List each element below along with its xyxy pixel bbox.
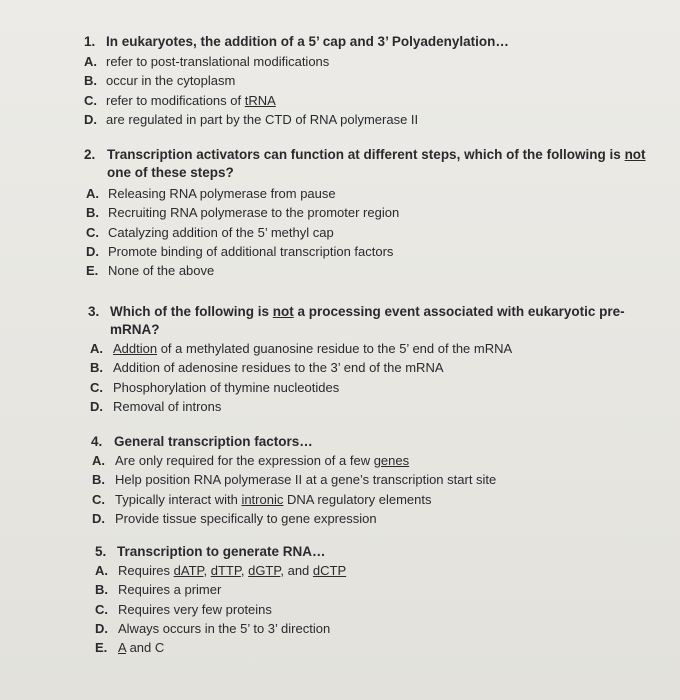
option-text <box>106 91 276 110</box>
option-letter: D. <box>84 111 97 127</box>
option-letter: D. <box>86 243 99 259</box>
option-letter: A. <box>95 563 108 578</box>
question-text-line-2: one of these steps? <box>107 165 234 180</box>
underlined-term: genes <box>373 453 410 468</box>
option-b[interactable] <box>0 71 680 90</box>
option-letter: D. <box>90 398 103 414</box>
option-text: occur in the cytoplasm <box>106 73 236 89</box>
question-5 <box>0 543 680 657</box>
option-a[interactable] <box>0 561 680 580</box>
underlined-term: dGTP <box>248 563 281 578</box>
option-letter: D. <box>95 620 108 636</box>
option-text: Requires a primer <box>118 582 222 598</box>
option-text-part: Requires <box>118 563 174 578</box>
option-text: Always occurs in the 5’ to 3’ direction <box>118 620 331 636</box>
option-c[interactable] <box>0 600 680 619</box>
options-list <box>0 561 680 657</box>
option-c[interactable] <box>0 378 680 397</box>
option-b[interactable] <box>0 470 680 489</box>
question-4 <box>0 433 680 528</box>
question-text-line-1 <box>107 146 646 163</box>
emphasis-not: not <box>272 304 294 319</box>
question-text-line-1 <box>110 303 625 320</box>
option-text: refer to post-translational modifications <box>106 54 330 69</box>
question-2 <box>0 146 680 280</box>
option-b[interactable] <box>0 203 680 222</box>
option-text: Removal of introns <box>113 398 222 414</box>
option-letter: E. <box>95 640 108 656</box>
option-text <box>118 638 164 657</box>
question-1 <box>0 33 680 129</box>
option-letter: C. <box>95 601 108 617</box>
option-text: Recruiting RNA polymerase to the promoter region <box>108 205 400 221</box>
option-d[interactable] <box>0 110 680 129</box>
option-letter: B. <box>86 205 99 221</box>
option-letter: E. <box>86 263 99 279</box>
option-b[interactable] <box>0 358 680 377</box>
option-c[interactable] <box>0 490 680 509</box>
options-list <box>0 52 680 129</box>
option-text: Addition of adenosine residues to the 3’ end of the mRNA <box>113 360 444 376</box>
question-text: General transcription factors… <box>114 434 313 449</box>
option-text: Catalyzing addition of the 5’ methyl cap <box>108 224 334 240</box>
underlined-term: dTTP <box>210 563 241 578</box>
option-letter: B. <box>90 360 103 376</box>
question-number: 1. <box>84 34 96 49</box>
underlined-term: Addtion <box>113 341 158 356</box>
options-list <box>0 451 680 528</box>
option-letter: B. <box>92 472 105 488</box>
option-text <box>113 339 512 358</box>
option-text-part: DNA regulatory elements <box>283 491 432 507</box>
underlined-term: tRNA <box>244 92 276 108</box>
option-text-part: , <box>203 563 211 578</box>
option-e[interactable] <box>0 638 680 657</box>
option-letter: C. <box>90 379 103 395</box>
option-text: Promote binding of additional transcription factors <box>108 243 394 259</box>
option-text: are regulated in part by the CTD of RNA polymerase II <box>106 111 419 127</box>
underlined-term: A <box>118 640 126 656</box>
question-number: 4. <box>91 434 103 449</box>
option-letter: D. <box>92 510 105 526</box>
question-text-line-2: mRNA? <box>110 322 160 337</box>
question-text-part: Transcription activators can function at different steps, which of the following is <box>107 147 625 162</box>
option-letter: A. <box>92 453 105 468</box>
option-d[interactable] <box>0 619 680 638</box>
option-text-part: , and <box>280 563 313 578</box>
option-c[interactable] <box>0 91 680 110</box>
option-a[interactable] <box>0 52 680 71</box>
option-text: Help position RNA polymerase II at a gene’s transcription start site <box>115 472 497 488</box>
option-text-part: Typically interact with <box>115 491 242 507</box>
option-d[interactable] <box>0 242 680 261</box>
option-letter: C. <box>92 491 105 507</box>
question-3 <box>0 303 680 416</box>
option-text-part: and C <box>125 640 165 656</box>
option-letter: C. <box>84 92 97 108</box>
question-number: 3. <box>88 304 100 319</box>
option-text-part: refer to modifications of <box>106 92 245 108</box>
option-text: None of the above <box>108 263 215 279</box>
underlined-term: intronic <box>241 491 284 507</box>
option-text: Phosphorylation of thymine nucleotides <box>113 379 340 395</box>
option-d[interactable] <box>0 397 680 416</box>
option-text <box>115 451 409 470</box>
option-b[interactable] <box>0 580 680 599</box>
option-letter: A. <box>90 341 103 356</box>
options-list <box>0 339 680 416</box>
options-list <box>0 184 680 280</box>
question-number: 5. <box>95 544 107 559</box>
option-a[interactable] <box>0 184 680 203</box>
emphasis-not: not <box>624 147 646 162</box>
question-text-part: a processing event associated with eukaryotic pre- <box>293 304 625 319</box>
option-letter: C. <box>86 224 99 240</box>
option-a[interactable] <box>0 451 680 470</box>
option-letter: B. <box>84 73 97 89</box>
underlined-term: dCTP <box>312 563 347 578</box>
option-e[interactable] <box>0 261 680 280</box>
question-text: Transcription to generate RNA… <box>117 544 326 559</box>
option-c[interactable] <box>0 223 680 242</box>
question-number: 2. <box>84 147 96 162</box>
option-a[interactable] <box>0 339 680 358</box>
question-text-part: Which of the following is <box>110 304 273 319</box>
option-letter: B. <box>95 582 108 598</box>
option-text: Releasing RNA polymerase from pause <box>108 186 336 201</box>
option-letter: A. <box>84 54 97 69</box>
option-letter: A. <box>86 186 99 201</box>
underlined-term: dATP <box>173 563 204 578</box>
option-text: Requires very few proteins <box>118 601 272 617</box>
option-text-part: , <box>240 563 249 578</box>
question-text: In eukaryotes, the addition of a 5’ cap and 3’ Polyadenylation… <box>106 34 509 49</box>
option-d[interactable] <box>0 509 680 528</box>
option-text-part: of a methylated guanosine residue to the 5’ end of the mRNA <box>157 341 513 356</box>
option-text-part: Are only required for the expression of a few <box>115 453 374 468</box>
option-text: Provide tissue specifically to gene expression <box>115 510 377 526</box>
option-text <box>115 490 431 509</box>
option-text <box>118 561 346 580</box>
